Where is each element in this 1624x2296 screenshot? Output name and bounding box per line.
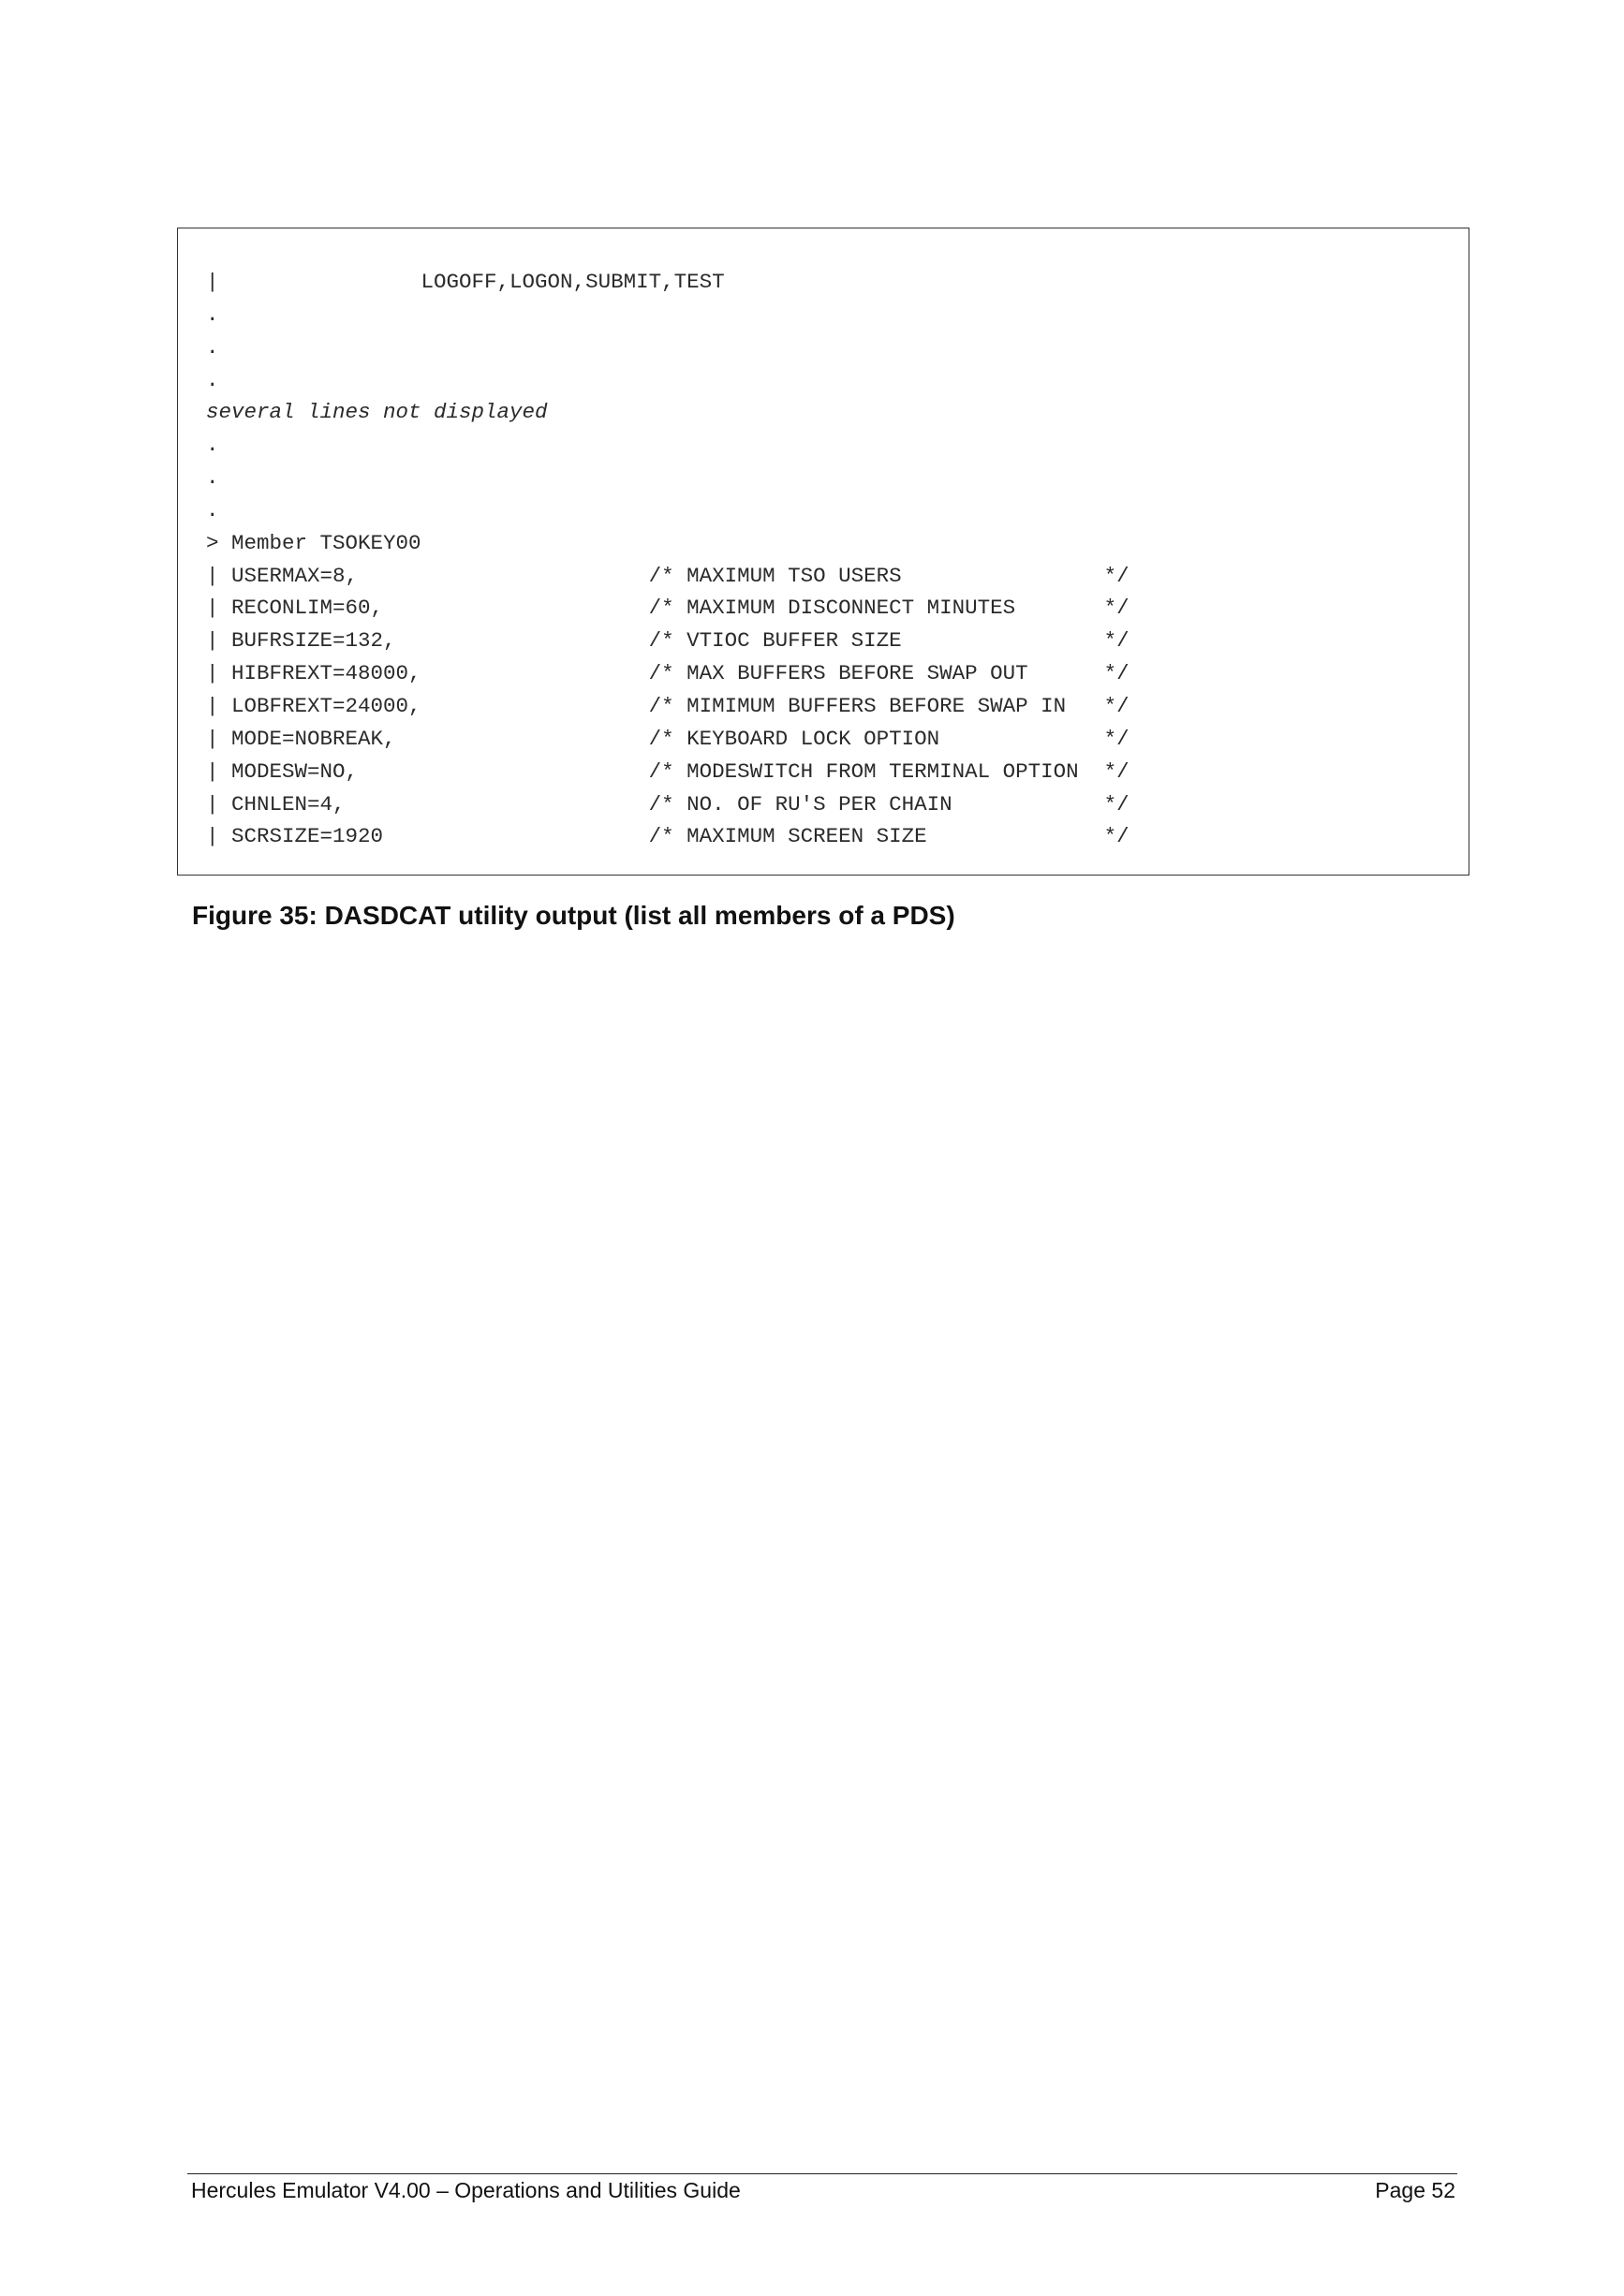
- code-line: .: [206, 497, 219, 522]
- code-line: .: [206, 433, 219, 458]
- code-line: .: [206, 302, 219, 327]
- figure-caption: Figure 35: DASDCAT utility output (list all members of a PDS): [192, 901, 955, 930]
- code-line: | CHNLEN=4, /* NO. OF RU'S PER CHAIN */: [206, 791, 1129, 817]
- footer-divider: [187, 2173, 1457, 2174]
- code-line: | RECONLIM=60, /* MAXIMUM DISCONNECT MINUTES */: [206, 596, 1129, 621]
- member-header-line: > Member TSOKEY00: [206, 530, 421, 555]
- code-listing: [206, 266, 1129, 853]
- code-line: | LOBFREXT=24000, /* MIMIMUM BUFFERS BEFORE SWAP IN */: [206, 693, 1129, 718]
- code-listing-box: [177, 228, 1469, 876]
- code-line: .: [206, 465, 219, 491]
- omitted-lines-note: several lines not displayed: [206, 400, 548, 425]
- code-line: .: [206, 367, 219, 392]
- code-line: | MODESW=NO, /* MODESWITCH FROM TERMINAL OPTION */: [206, 758, 1129, 784]
- footer-page-number: Page 52: [1375, 2178, 1455, 2202]
- code-line: .: [206, 334, 219, 360]
- code-line: | MODE=NOBREAK, /* KEYBOARD LOCK OPTION */: [206, 726, 1129, 751]
- code-line: | HIBFREXT=48000, /* MAX BUFFERS BEFORE SWAP OUT */: [206, 661, 1129, 686]
- code-line: | USERMAX=8, /* MAXIMUM TSO USERS */: [206, 563, 1129, 588]
- code-line: | SCRSIZE=1920 /* MAXIMUM SCREEN SIZE */: [206, 824, 1129, 849]
- code-line: | BUFRSIZE=132, /* VTIOC BUFFER SIZE */: [206, 628, 1129, 654]
- footer-document-title: Hercules Emulator V4.00 – Operations and Utilities Guide: [191, 2178, 741, 2202]
- code-line: | LOGOFF,LOGON,SUBMIT,TEST: [206, 270, 725, 294]
